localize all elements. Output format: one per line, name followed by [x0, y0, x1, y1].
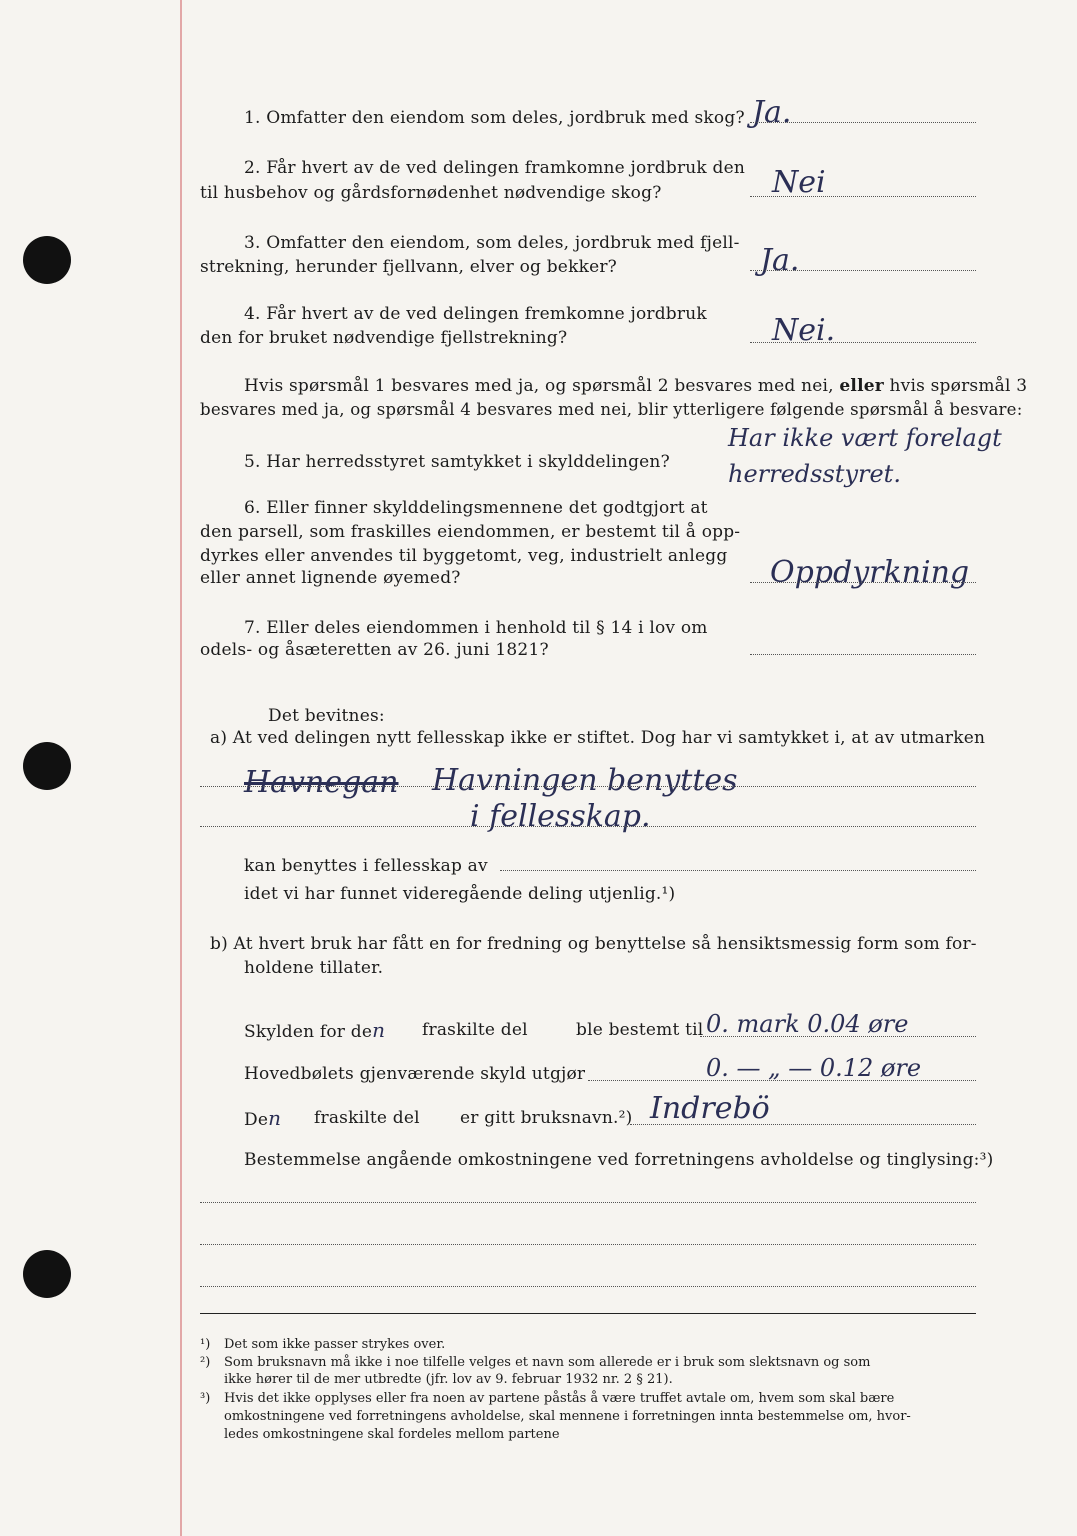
certify-a-line-1: a) At ved delingen nytt fellesskap ikke er stiftet. Dog har vi samtykket i, at av utmarken — [210, 728, 986, 748]
footnote-2: ²) Som bruksnavn må ikke i noe tilfelle velges et navn som allerede er i bruk som slektsnavn og som — [200, 1355, 871, 1370]
question-6-line-2: den parsell, som fraskilles eiendommen, er bestemt til å opp- — [200, 522, 741, 542]
question-6-line-1: 6. Eller finner skylddelingsmennene det godtgjort at — [244, 498, 708, 518]
punch-hole — [23, 1250, 71, 1298]
handwritten-line-2: i fellesskap. — [470, 799, 651, 834]
answer-line — [750, 582, 976, 583]
question-1: 1. Omfatter den eiendom som deles, jordbruk med skog? — [244, 108, 745, 128]
handwritten-struck: Havnegan — [244, 765, 399, 800]
skyld-row-2-value: 0. — „ — 0.12 øre — [706, 1054, 922, 1082]
question-6-line-3: dyrkes eller anvendes til byggetomt, veg, industrielt anlegg — [200, 546, 728, 566]
question-4-line-1: 4. Får hvert av de ved delingen fremkomne jordbruk — [244, 304, 707, 324]
answer-3: Ja. — [760, 243, 800, 278]
skyld-row-3: Den — [244, 1106, 282, 1130]
footnote-2-cont: ikke hører til de mer utbredte (jfr. lov av 9. februar 1932 nr. 2 § 21). — [224, 1372, 673, 1387]
certify-b-line-2: holdene tillater. — [244, 958, 384, 978]
punch-hole — [23, 742, 71, 790]
fill-line — [200, 1244, 976, 1245]
question-6-line-4: eller annet lignende øyemed? — [200, 568, 461, 588]
footnote-3: ³) Hvis det ikke opplyses eller fra noen av partene påstås å være truffet avtale om, hvem som skal bære — [200, 1391, 895, 1406]
certify-kan-benyttes: kan benyttes i fellesskap av — [244, 856, 488, 876]
answer-5-line-2: herredsstyret. — [728, 460, 901, 488]
fill-line — [500, 870, 976, 871]
certify-b-line-1: b) At hvert bruk har fått en for fredning og benyttelse så hensiktsmessig form som for- — [210, 934, 977, 954]
condition-line-2: besvares med ja, og spørsmål 4 besvares med nei, blir ytterligere følgende spørsmål å besvare: — [200, 400, 1023, 419]
skyld-row-3-value: Indrebö — [650, 1091, 770, 1126]
answer-line — [750, 122, 976, 123]
skyld-row-2: Hovedbølets gjenværende skyld utgjør — [244, 1064, 586, 1084]
certify-idet: idet vi har funnet videregående deling utjenlig.¹) — [244, 884, 676, 904]
answer-line — [750, 342, 976, 343]
certify-heading: Det bevitnes: — [268, 706, 385, 726]
footnote-1: ¹) Det som ikke passer strykes over. — [200, 1337, 446, 1352]
skyld-row-1-value: 0. mark 0.04 øre — [706, 1010, 909, 1038]
fill-line — [700, 1036, 976, 1037]
question-3-line-2: strekning, herunder fjellvann, elver og bekker? — [200, 257, 617, 277]
fill-line — [200, 1202, 976, 1203]
footnote-3-cont-1: omkostningene ved forretningens avholdelse, skal mennene i forretningen innta bestemmelse om, hvor- — [224, 1409, 911, 1424]
condition-line-1: Hvis spørsmål 1 besvares med ja, og spørsmål 2 besvares med nei, eller hvis spørsmål 3 — [244, 376, 1028, 396]
answer-2: Nei — [772, 165, 826, 200]
question-2-line-2: til husbehov og gårdsfornødenhet nødvendige skog? — [200, 183, 662, 203]
skyld-row-1-bestemt: ble bestemt til — [576, 1020, 704, 1040]
fill-line — [200, 826, 976, 827]
fill-line — [200, 1286, 976, 1287]
question-5: 5. Har herredsstyret samtykket i skylddelingen? — [244, 452, 670, 472]
skyld-row-3-bruksnavn: er gitt bruksnavn.²) — [460, 1108, 633, 1128]
answer-5-line-1: Har ikke vært forelagt — [728, 424, 1002, 452]
question-7-line-1: 7. Eller deles eiendommen i henhold til § 14 i lov om — [244, 618, 708, 638]
footnote-rule — [200, 1313, 976, 1314]
question-7-line-2: odels- og åsæteretten av 26. juni 1821? — [200, 640, 549, 660]
skyld-row-1: Skylden for den — [244, 1018, 386, 1042]
question-4-line-2: den for bruket nødvendige fjellstrekning? — [200, 328, 568, 348]
answer-4: Nei. — [772, 313, 836, 348]
fill-line — [200, 786, 976, 787]
answer-1: Ja. — [752, 95, 792, 130]
answer-6: Oppdyrkning — [770, 555, 970, 590]
costs-label: Bestemmelse angående omkostningene ved forretningens avholdelse og tinglysing:³) — [244, 1150, 994, 1170]
handwritten-line-1: Havningen benyttes — [432, 763, 738, 798]
skyld-row-3-del: fraskilte del — [314, 1108, 420, 1128]
footnote-3-cont-2: ledes omkostningene skal fordeles mellom partene — [224, 1427, 560, 1442]
answer-line — [750, 270, 976, 271]
answer-line — [750, 196, 976, 197]
question-3-line-1: 3. Omfatter den eiendom, som deles, jordbruk med fjell- — [244, 233, 740, 253]
question-2-line-1: 2. Får hvert av de ved delingen framkomne jordbruk den — [244, 158, 746, 178]
punch-hole — [23, 236, 71, 284]
skyld-row-1-del: fraskilte del — [422, 1020, 528, 1040]
answer-line — [750, 654, 976, 655]
margin-line — [180, 0, 182, 1536]
fill-line — [630, 1124, 976, 1125]
